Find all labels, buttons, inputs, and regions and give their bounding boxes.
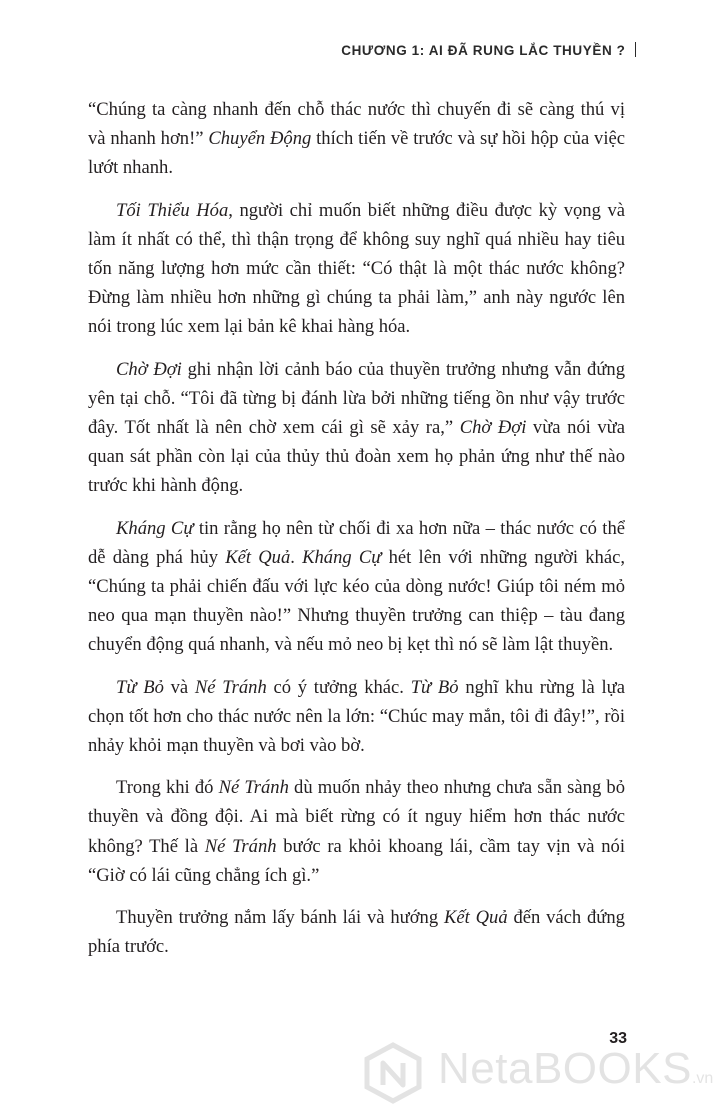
text-run: có ý tưởng khác. [266,676,411,698]
text-run: “Chúng ta càng nhanh đến chỗ thác nước thì chuyến đi sẽ càng thú vị và nhanh hơn!” [88,99,625,150]
paragraph [88,196,625,342]
netabooks-watermark [362,1038,713,1108]
text-run: nghĩ khu rừng là lựa chọn tốt hơn cho thác nước nên la lớn: “Chúc may mắn, tôi đi đây!”, rồi nhảy khỏi mạn thuyền và bơi vào bờ. [88,676,625,757]
character-name: Chờ Đợi [459,417,527,439]
paragraph [88,673,625,761]
character-name: Né Tránh [218,777,289,799]
page-body [88,95,625,974]
character-name: Từ Bỏ [410,676,459,698]
text-run: thích tiến về trước và sự hồi hộp của việc lướt nhanh. [88,128,626,179]
text-run: hét lên với những người khác, “Chúng ta phải chiến đấu với lực kéo của dòng nước! Giúp tôi ném mỏ neo qua mạn thuyền nào!” Nhưng thuyền trưởng can thiệp – tàu đang chuyển động quá nhanh, và nếu mỏ neo bị kẹt thì nó sẽ làm lật thuyền. [88,546,625,656]
character-name: Kết Quả [225,546,291,568]
text-run: . [290,546,303,568]
text-run: bước ra khỏi khoang lái, cầm tay vịn và nói “Giờ có lái cũng chẳng ích gì.” [88,835,625,886]
text-run: tin rằng họ nên từ chối đi xa hơn nữa – thác nước có thể dễ dàng phá hủy [88,517,626,568]
page-number: 33 [609,1030,627,1047]
character-name: Chuyển Động [208,128,312,150]
text-run: và [163,676,195,698]
text-run: vừa nói vừa quan sát phần còn lại của thủy thủ đoàn xem họ phản ứng như thế nào trước khi hành động. [88,417,625,497]
header-divider [635,42,637,57]
running-header [341,42,636,58]
character-name: Từ Bỏ [116,676,164,698]
watermark-brand: NetaBOOKS.vn [438,1044,713,1093]
character-name: Kháng Cự [116,517,194,539]
paragraph [88,514,625,660]
paragraph [88,903,625,961]
character-name: Kháng Cự [302,546,382,568]
text-run: , người chỉ muốn biết những điều được kỳ vọng và làm ít nhất có thể, thì thận trọng để không suy nghĩ quá nhiều hay tiêu tốn năng lượng hơn mức cần thiết: “Có thật là một thác nước không? Đừng làm nhiều hơn những gì chúng ta phải làm,” anh này ngước lên nói trong lúc xem lại bản kê khai hàng hóa. [88,199,625,338]
paragraph [88,773,625,890]
text-run: đến vách đứng phía trước. [88,907,625,958]
text-run: Trong khi đó [116,777,219,799]
paragraph [88,355,625,501]
text-run: dù muốn nhảy theo nhưng chưa sẵn sàng bỏ thuyền và đồng đội. Ai mà biết rừng có ít nguy hiểm hơn thác nước không? Thế là [88,777,626,857]
text-run: Thuyền trưởng nắm lấy bánh lái và hướng [116,907,444,929]
chapter-title: CHƯƠNG 1: AI ĐÃ RUNG LẮC THUYỀN ? [341,43,626,58]
text-run: ghi nhận lời cảnh báo của thuyền trưởng nhưng vẫn đứng yên tại chỗ. “Tôi đã từng bị đánh lừa bởi những tiếng ồn như vậy trước đây. Tốt nhất là nên chờ xem cái gì sẽ xảy ra,” [88,358,626,439]
character-name: Tối Thiểu Hóa [116,199,229,221]
character-name: Kết Quả [443,907,508,929]
character-name: Né Tránh [194,676,267,698]
character-name: Né Tránh [204,835,277,857]
character-name: Chờ Đợi [116,358,182,380]
paragraph [88,95,625,183]
netabooks-logo-icon [362,1042,424,1104]
